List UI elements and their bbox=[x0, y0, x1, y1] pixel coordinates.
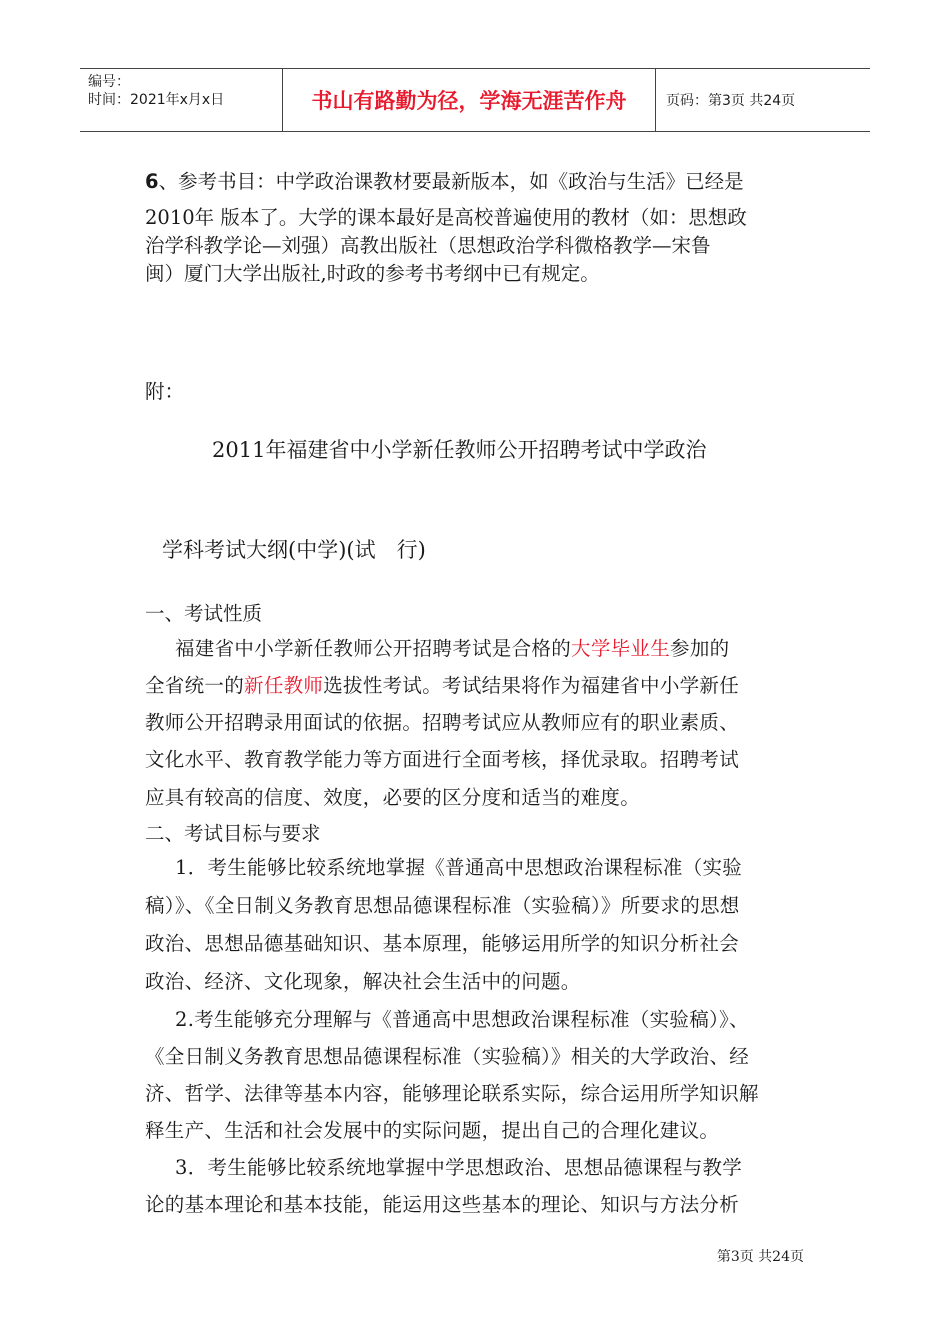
paragraph-line: 《全日制义务教育思想品德课程标准（实验稿）》相关的大学政治、经 bbox=[145, 1045, 750, 1068]
paragraph-line: 稿）》、《全日制义务教育思想品德课程标准（实验稿）》所要求的思想 bbox=[145, 894, 740, 917]
highlight-graduates: 大学毕业生 bbox=[571, 637, 671, 660]
ref-number: 6 bbox=[145, 170, 159, 193]
ref-line-4: 闽）厦门大学出版社,时政的参考书考纲中已有规定。 bbox=[145, 262, 600, 285]
header-motto: 书山有路勤为径，学海无涯苦作舟 bbox=[282, 69, 656, 131]
paragraph-line: 2.考生能够充分理解与《普通高中思想政治课程标准（实验稿）》、 bbox=[175, 1008, 749, 1031]
paragraph-line: 应具有较高的信度、效度，必要的区分度和适当的难度。 bbox=[145, 786, 641, 809]
section-heading-nature: 一、考试性质 bbox=[145, 602, 263, 625]
paragraph-line: 政治、思想品德基础知识、基本原理，能够运用所学的知识分析社会 bbox=[145, 932, 740, 955]
header-time: 时间：2021年x月x日 bbox=[88, 92, 225, 108]
paragraph-line: 论的基本理论和基本技能，能运用这些基本的理论、知识与方法分析 bbox=[145, 1193, 740, 1216]
ref-line-2: 2010年 版本了。大学的课本最好是高校普遍使用的教材（如：思想政 bbox=[145, 206, 747, 229]
appendix-label: 附： bbox=[145, 380, 185, 403]
doc-title-line-1: 2011年福建省中小学新任教师公开招聘考试中学政治 bbox=[212, 438, 707, 462]
paragraph-line: 济、哲学、法律等基本内容，能够理论联系实际，综合运用所学知识解 bbox=[145, 1082, 759, 1105]
paragraph-line: 1．考生能够比较系统地掌握《普通高中思想政治课程标准（实验 bbox=[175, 856, 743, 879]
header-page-number: 页码：第3页 共24页 bbox=[666, 93, 796, 109]
header-number: 编号： bbox=[88, 74, 130, 90]
paragraph-line: 文化水平、教育教学能力等方面进行全面考核，择优录取。招聘考试 bbox=[145, 748, 740, 771]
doc-title-line-2: 学科考试大纲(中学)(试 行) bbox=[162, 538, 426, 562]
paragraph-line: 教师公开招聘录用面试的依据。招聘考试应从教师应有的职业素质、 bbox=[145, 711, 740, 734]
paragraph-line: 政治、经济、文化现象，解决社会生活中的问题。 bbox=[145, 970, 581, 993]
header-meta bbox=[80, 69, 282, 131]
ref-line-1: 6、参考书目：中学政治课教材要最新版本，如《政治与生活》已经是 bbox=[145, 170, 744, 193]
highlight-new-teachers: 新任教师 bbox=[244, 674, 324, 697]
page-header bbox=[80, 68, 870, 132]
paragraph-line: 释生产、生活和社会发展中的实际问题，提出自己的合理化建议。 bbox=[145, 1119, 720, 1142]
paragraph-line: 3．考生能够比较系统地掌握中学思想政治、思想品德课程与教学 bbox=[175, 1156, 743, 1179]
page-footer: 第3页 共24页 bbox=[716, 1249, 804, 1265]
paragraph-line: 福建省中小学新任教师公开招聘考试是合格的大学毕业生参加的 bbox=[175, 637, 730, 660]
section-heading-goals: 二、考试目标与要求 bbox=[145, 822, 321, 845]
ref-line-3: 治学科教学论—刘强）高教出版社（思想政治学科微格教学—宋鲁 bbox=[145, 234, 711, 257]
paragraph-line: 全省统一的新任教师选拔性考试。考试结果将作为福建省中小学新任 bbox=[145, 674, 740, 697]
